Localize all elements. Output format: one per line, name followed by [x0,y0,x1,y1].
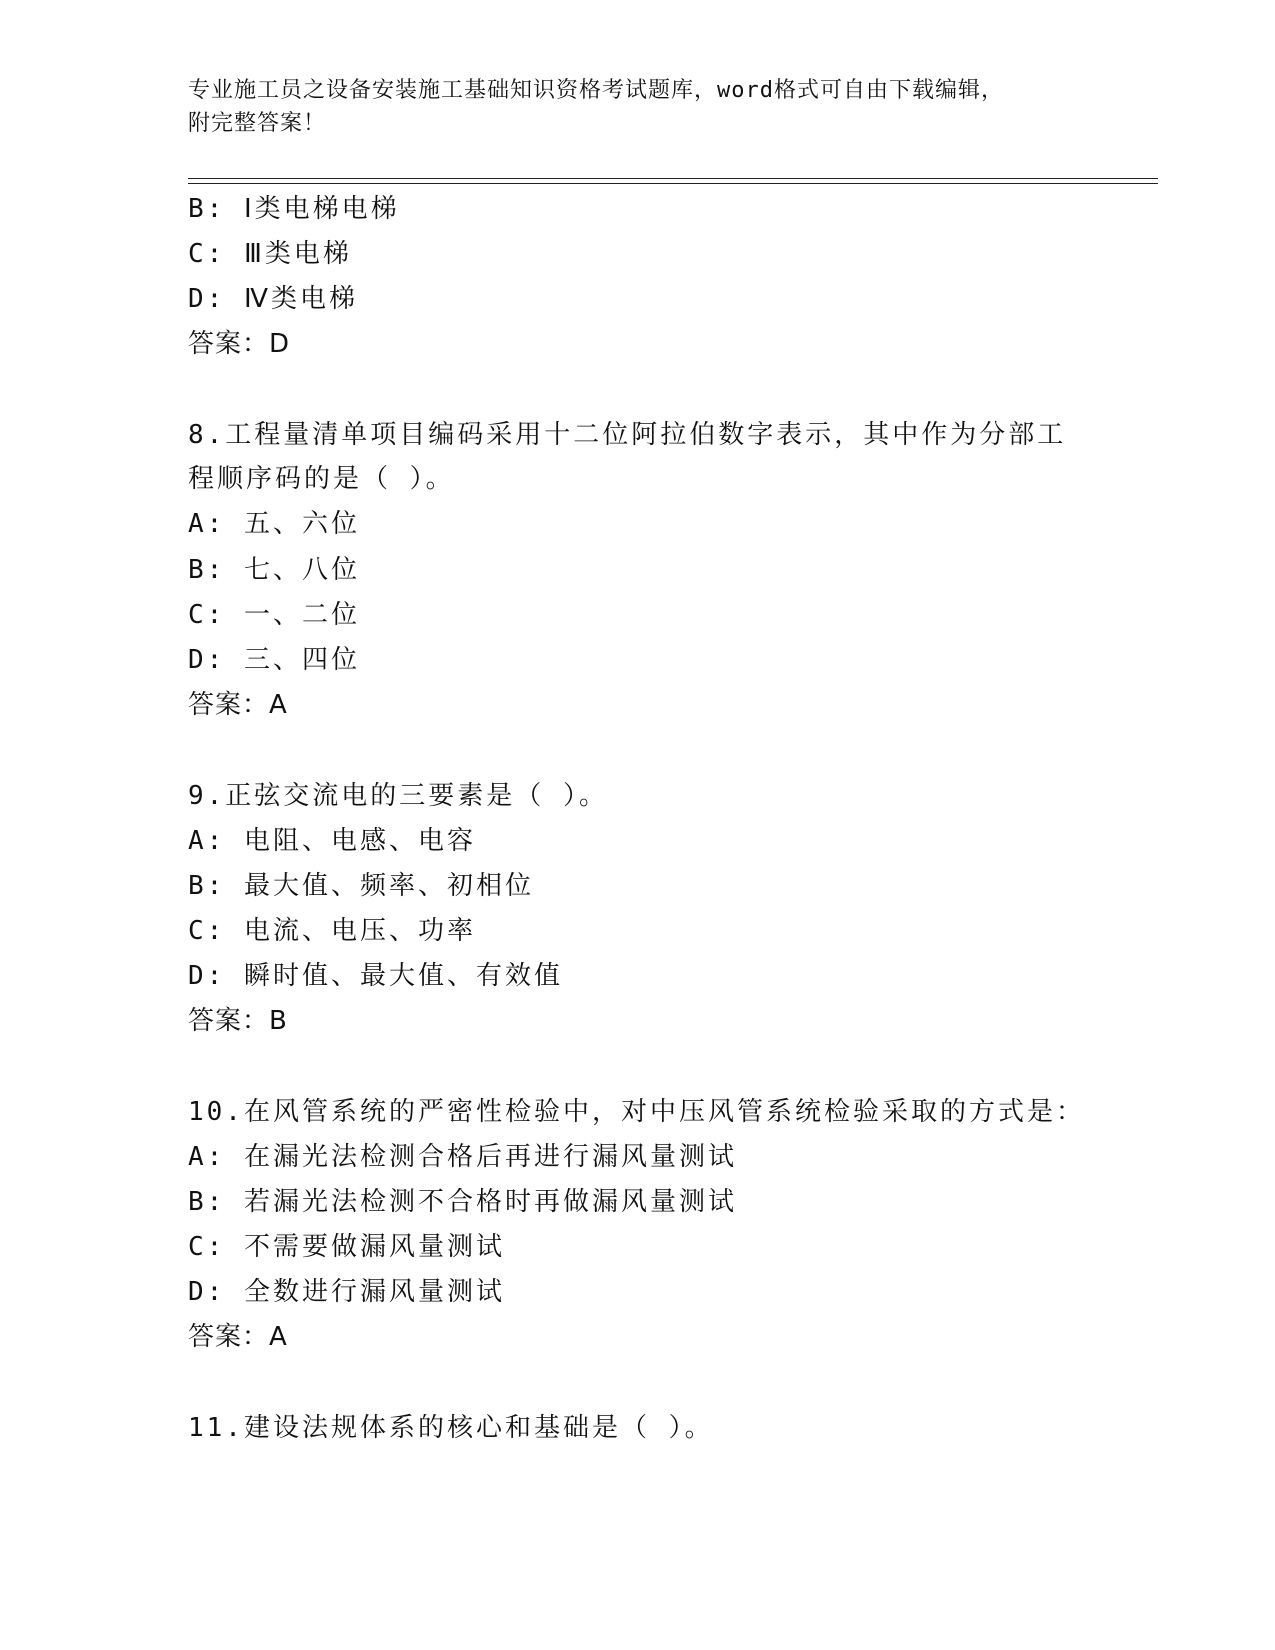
question-line: 程顺序码的是（ ）。 [188,464,455,494]
option-line: D: 瞬时值、最大值、有效值 [188,961,563,991]
option-line: B: 最大值、频率、初相位 [188,871,534,901]
document-header [188,74,1088,140]
header-divider-bottom [188,183,1158,184]
header-line-2: 附完整答案！ [188,111,327,136]
option-line: C: 电流、电压、功率 [188,916,476,946]
answer-line: 答案：A [188,690,288,720]
header-line-1: 专业施工员之设备安装施工基础知识资格考试题库，word格式可自由下载编辑， [188,78,1004,103]
answer-line: 答案：D [188,329,291,359]
option-line: A: 电阻、电感、电容 [188,826,476,856]
option-line: A: 五、六位 [188,509,360,539]
question-line: 9.正弦交流电的三要素是（ ）。 [188,781,608,811]
answer-line: 答案：B [188,1006,288,1036]
option-line: D: 全数进行漏风量测试 [188,1277,505,1307]
option-line: D: 三、四位 [188,645,360,675]
question-line: 11.建设法规体系的核心和基础是（ ）。 [188,1413,714,1443]
option-line: C: 一、二位 [188,600,360,630]
question-line: 10.在风管系统的严密性检验中，对中压风管系统检验采取的方式是： [188,1097,1085,1127]
option-line: C: 不需要做漏风量测试 [188,1232,505,1262]
option-line: B: Ⅰ类电梯电梯 [188,194,400,224]
option-line: C: Ⅲ类电梯 [188,239,352,269]
question-line: 8.工程量清单项目编码采用十二位阿拉伯数字表示，其中作为分部工 [188,420,1067,450]
option-line: D: Ⅳ类电梯 [188,284,358,314]
option-line: B: 若漏光法检测不合格时再做漏风量测试 [188,1187,737,1217]
answer-line: 答案：A [188,1322,288,1352]
header-divider-top [188,178,1158,179]
option-line: A: 在漏光法检测合格后再进行漏风量测试 [188,1142,737,1172]
option-line: B: 七、八位 [188,555,360,585]
